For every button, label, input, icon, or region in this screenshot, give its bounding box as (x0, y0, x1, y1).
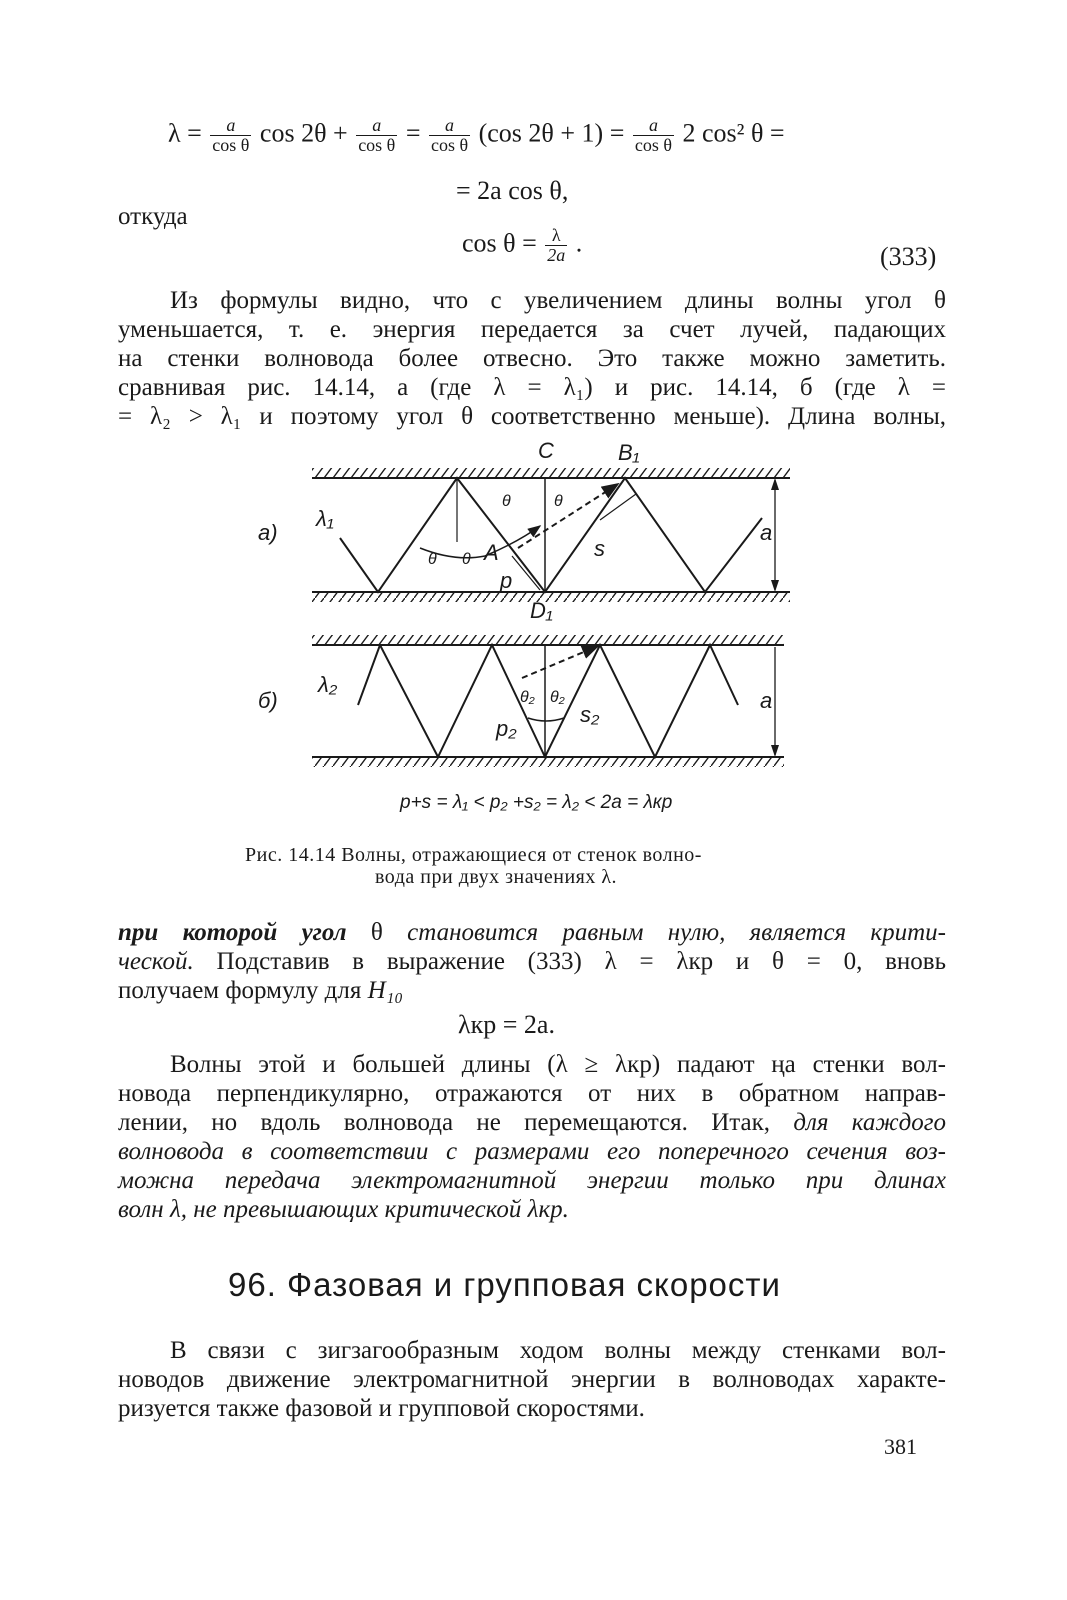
label-theta: θ (502, 493, 511, 510)
text-line: при которой угол θ становится равным нулю, является крити- (118, 919, 947, 946)
text-line: В связи с зигзагообразным ходом волны между стенками вол- (170, 1337, 946, 1364)
text-line: лении, но вдоль волновода не перемещаются. Итак, для каждого (118, 1109, 947, 1136)
label-A: A (484, 540, 499, 565)
paragraph-1 (118, 286, 946, 431)
text-line: ческой. Подставив в выражение (333) λ = λкр и θ = 0, вновь (118, 948, 947, 975)
ray-p (512, 556, 540, 590)
label-theta2: θ₂ (520, 689, 535, 706)
wall-top-b (312, 635, 784, 645)
equation-lambda-line2: = 2a cos θ, (456, 176, 569, 205)
equation-lambda-kr: λкр = 2a. (458, 1010, 555, 1039)
waveguide-figure (0, 430, 1067, 830)
text-line: на стенки волновода более отвесно. Это также можно заметить. (118, 345, 946, 372)
label-p: p (500, 568, 513, 593)
text-line: Волны этой и большей длины (λ ≥ λкр) падают ңа стенки вол- (170, 1051, 946, 1078)
paragraph-2 (118, 918, 946, 1005)
figure-caption-line1: Рис. 14.14 Волны, отражающиеся от стенок волно- (245, 844, 702, 866)
wave-zigzag-a (340, 478, 762, 592)
label-theta2: θ₂ (550, 689, 565, 706)
text-line: получаем формулу для H₁₀ (118, 977, 404, 1004)
text-line: сравнивая рис. 14.14, а (где λ = λ₁) и рис. 14.14, б (где λ = (118, 374, 946, 401)
wall-bottom-b (312, 757, 784, 767)
text-line: можна передача электромагнитной энергии только при длинах (118, 1167, 946, 1194)
label-s2: s₂ (580, 702, 600, 727)
equation-number-333: (333) (880, 242, 937, 271)
label-b: б) (258, 688, 278, 713)
wall-top-a (312, 468, 790, 478)
equation-lambda: λ = $\frac{a}{\text{cos θ}}$ cos 2θ + $\frac{a}{\text{cos θ}}$ = $\frac{a}{\text{cos θ}}$ (cos 2θ + 1) = $\frac{a}{\text{cos θ}}$ 2 cos² θ = (168, 115, 785, 155)
dimension-arrow (771, 745, 779, 757)
otkuda-word: откуда (118, 203, 188, 230)
dimension-arrow (771, 580, 779, 592)
label-D1: D₁ (530, 598, 553, 623)
label-theta: θ (462, 551, 471, 568)
equation-333: cos θ = $\frac{\lambda}{2a}$ . (462, 225, 583, 265)
text-line: новода перпендикулярно, отражаются от них в обратном направ- (118, 1080, 946, 1107)
text-line: = λ₂ > λ₁ и поэтому угол θ соответственно меньше). Длина волны, (118, 403, 946, 430)
text-line: Из формулы видно, что с увеличением длины волны угол θ (170, 287, 946, 314)
text-line: новодов движение электромагнитной энергии в волноводах характе- (118, 1366, 946, 1393)
arc-theta (420, 526, 540, 558)
paragraph-4 (118, 1336, 946, 1423)
label-lambda1: λ₁ (316, 506, 334, 531)
label-B1: B₁ (618, 440, 640, 465)
label-theta: θ (428, 551, 437, 568)
wave-zigzag-b (358, 645, 738, 757)
text-line: уменьшается, т. е. энергия передается за счет лучей, падающих (118, 316, 946, 343)
label-dimension-a: a (760, 688, 773, 713)
paragraph-3 (118, 1050, 946, 1224)
text-line: волновода в соответствии с размерами его поперечного сечения воз- (118, 1138, 946, 1165)
label-dimension-a: a (760, 520, 773, 545)
label-theta: θ (554, 493, 563, 510)
figure-caption-line2: вода при двух значениях λ. (375, 866, 618, 888)
figure-formula: p+s = λ₁ < p₂ +s₂ = λ₂ < 2a = λкр (400, 792, 673, 813)
text-line: волн λ, не превышающих критической λкр. (118, 1196, 569, 1223)
label-s: s (594, 536, 605, 561)
label-lambda2: λ₂ (318, 672, 338, 697)
page-number: 381 (884, 1434, 917, 1459)
label-C: C (538, 438, 554, 463)
label-a: а) (258, 520, 278, 545)
arc-theta2 (528, 718, 564, 721)
text-line: ризуется также фазовой и групповой скоростями. (118, 1395, 645, 1422)
label-p2: p₂ (496, 716, 517, 741)
dimension-arrow (771, 478, 779, 490)
section-heading: 96. Фазовая и групповая скорости (228, 1266, 781, 1303)
